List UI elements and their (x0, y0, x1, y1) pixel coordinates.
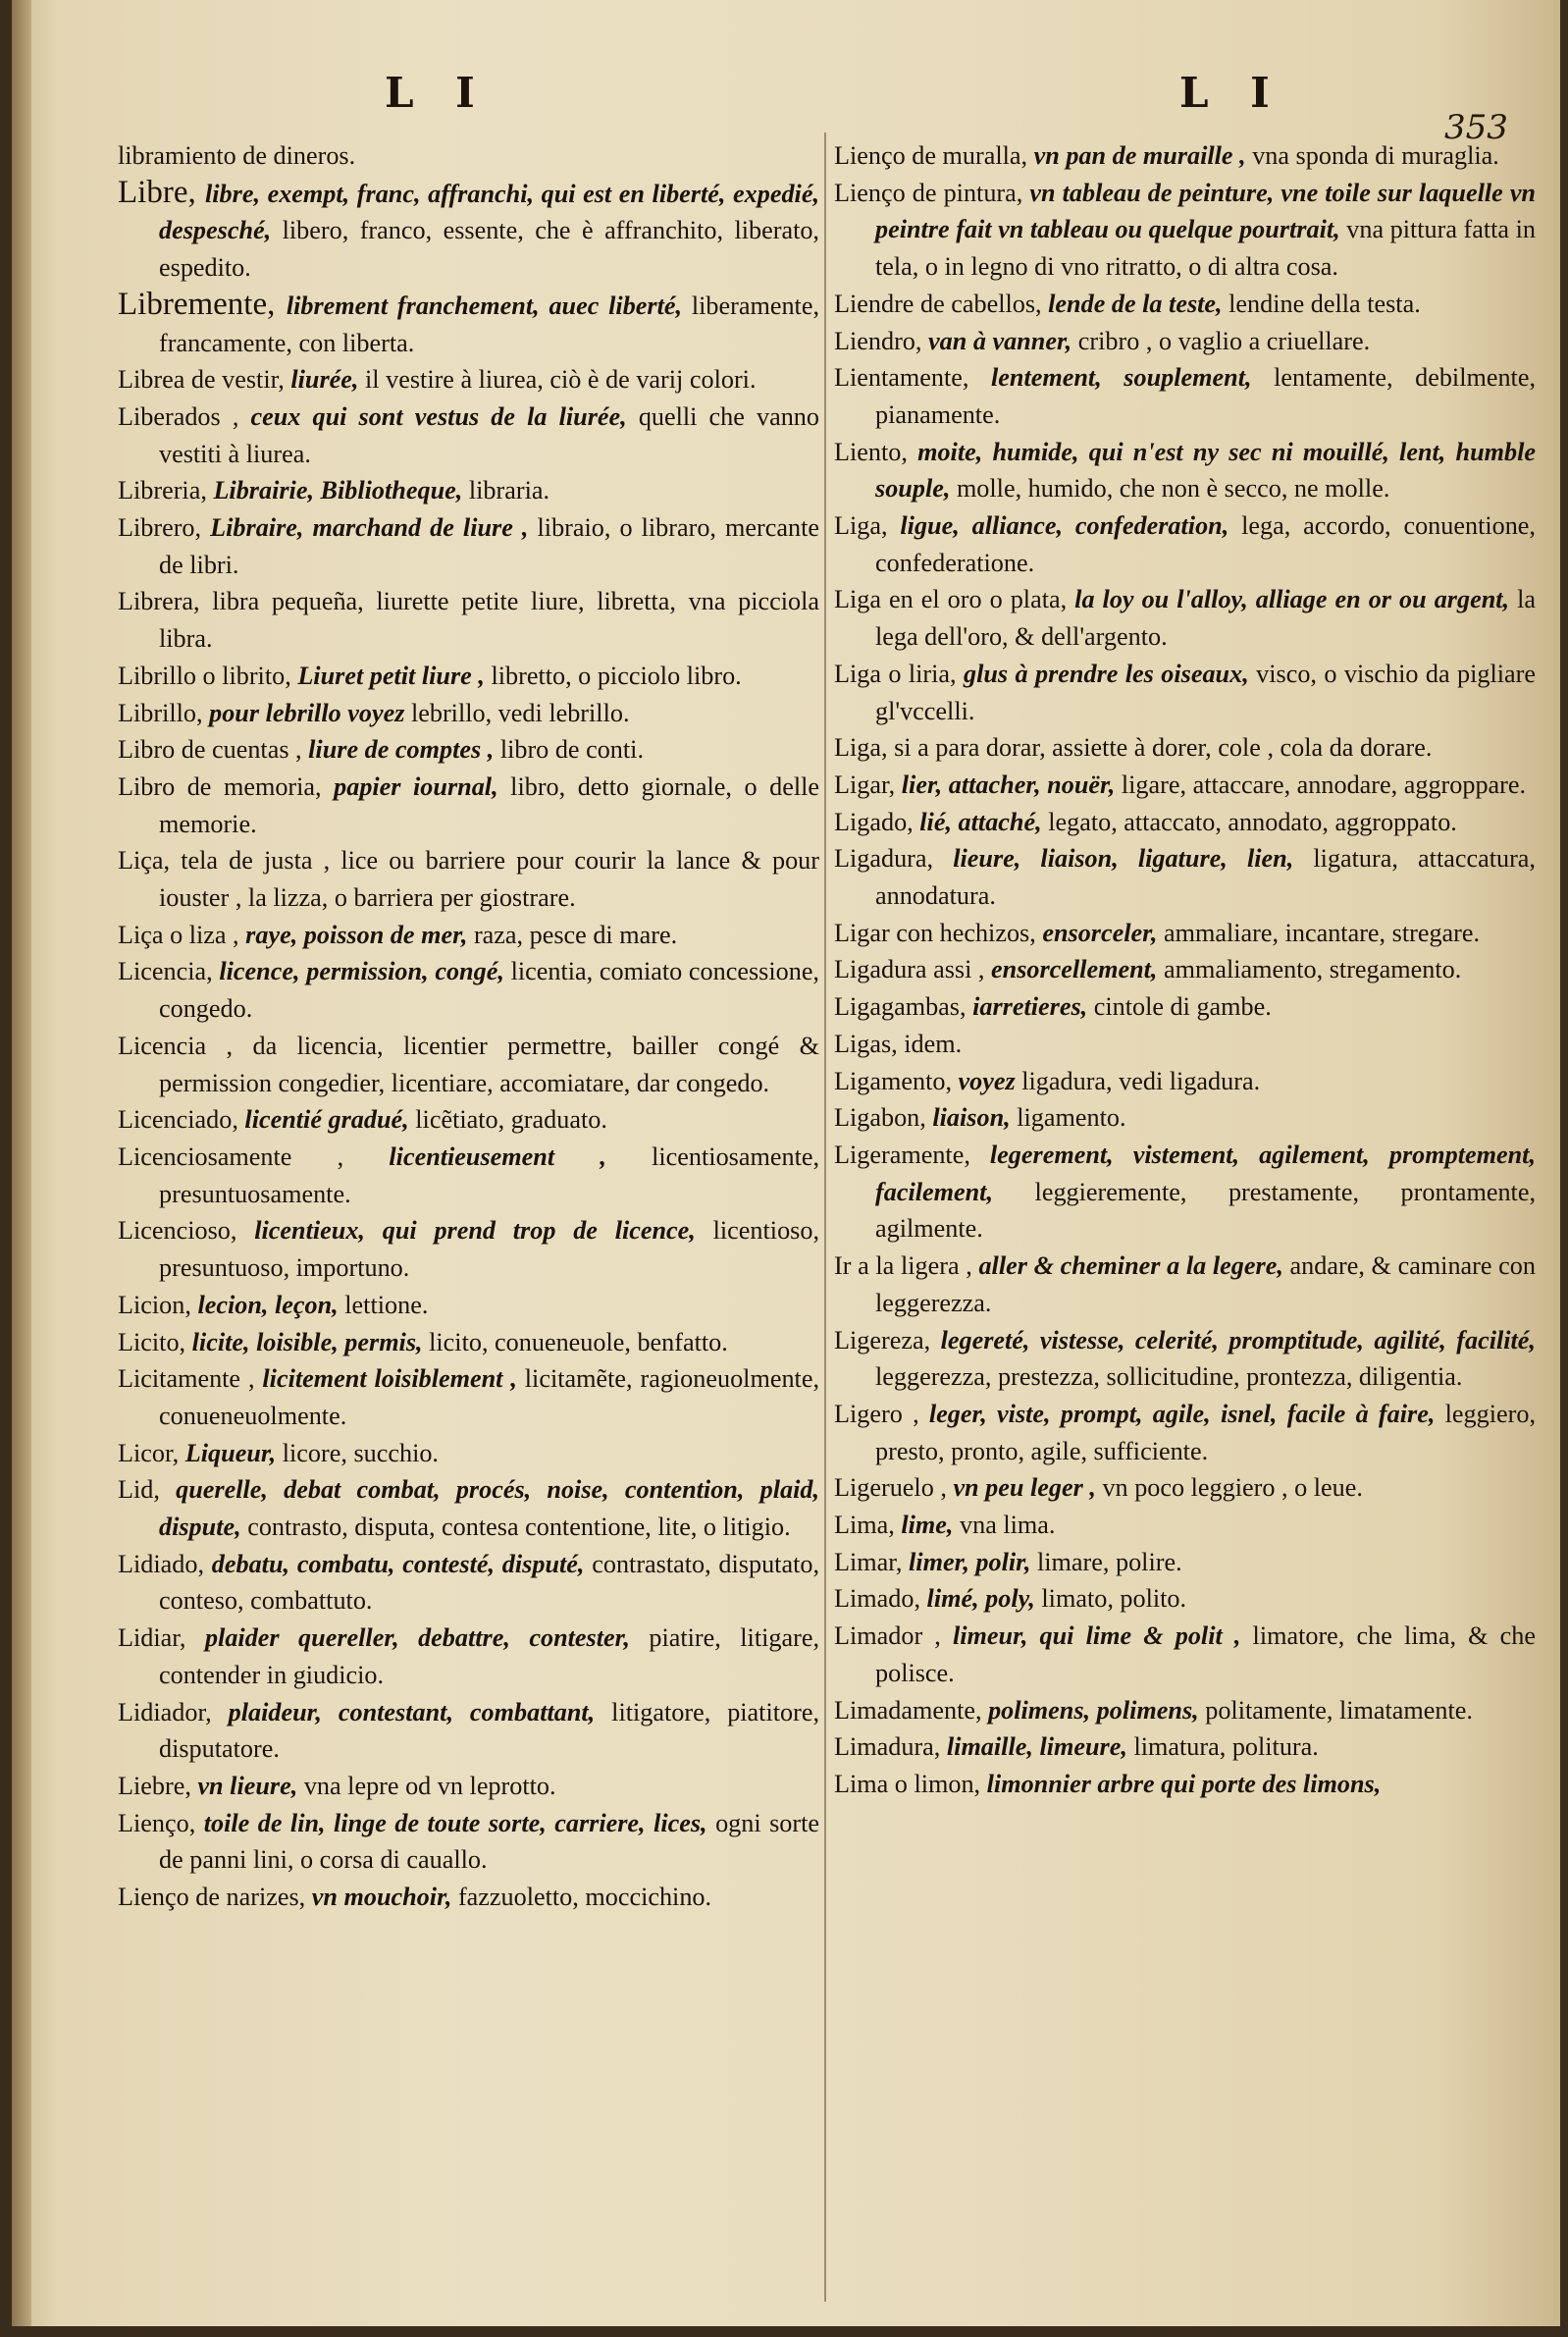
dictionary-entry (118, 287, 819, 361)
dictionary-entry (834, 1469, 1536, 1507)
headword: Librera, (118, 587, 213, 616)
italian-gloss: da licencia, licentier permettre, bailler congé & permission congedier, licentiare, accomiatare, dar congedo. (159, 1031, 819, 1097)
dictionary-entry (118, 509, 819, 583)
headword: Lienço de narizes, (118, 1883, 312, 1912)
dictionary-entry (834, 323, 1536, 360)
italian-gloss: ogni sorte de panni lini, o corsa di cauallo. (159, 1808, 820, 1875)
dictionary-entry (834, 915, 1536, 952)
french-gloss: lende de la teste, (1048, 289, 1229, 318)
french-gloss: liure de comptes , (308, 735, 500, 765)
dictionary-entry (118, 842, 819, 916)
french-gloss: iarretieres, (972, 992, 1094, 1022)
dictionary-entry (834, 1507, 1536, 1544)
french-gloss: querelle, debat combat, procés, noise, contention, plaid, dispute, (159, 1475, 819, 1542)
italian-gloss: licentia, comiato concessione, congedo. (159, 957, 819, 1024)
italian-gloss: tela de justa , lice ou barriere pour courir la lance & pour iouster , la lizza, o barriera per giostrare. (159, 846, 819, 913)
french-gloss: voyez (958, 1066, 1022, 1095)
italian-gloss: vn poco leggiero , o leue. (1102, 1473, 1363, 1503)
french-gloss: vn peu leger , (953, 1473, 1103, 1503)
headword: Ligeramente, (834, 1140, 990, 1169)
dictionary-entry (834, 1580, 1536, 1618)
italian-gloss: vna lepre od vn leprotto. (303, 1771, 556, 1800)
headword: Licencia, (118, 957, 220, 986)
left-column (118, 137, 819, 1916)
headword: Lientamente, (834, 363, 991, 393)
italian-gloss: libraria. (468, 476, 550, 505)
headword: Lienço, (118, 1808, 204, 1837)
headword: Licenciado, (118, 1105, 245, 1135)
dictionary-entry (834, 1396, 1536, 1469)
french-gloss: ensorceler, (1042, 918, 1164, 947)
dictionary-entry (834, 840, 1536, 914)
headword: Liga o liria, (834, 659, 964, 688)
french-gloss: toile de lin, linge de toute sorte, carriere, lices, (203, 1808, 716, 1837)
headword: Ligas, (834, 1029, 905, 1058)
dictionary-entry (834, 1692, 1536, 1729)
italian-gloss: libero, franco, essente, che è affranchito, liberato, espedito. (159, 216, 819, 283)
headword: Licion, (118, 1290, 198, 1319)
headword: Licenciosamente , (118, 1142, 390, 1171)
italian-gloss: lebrillo, vedi lebrillo. (410, 698, 630, 727)
headword: Limadura, (834, 1732, 947, 1762)
headword: Ligado, (834, 807, 920, 836)
italian-gloss: il vestire à liurea, ciò è de varij colori. (365, 365, 757, 395)
headword: Limar, (834, 1547, 910, 1576)
dictionary-entry (118, 1324, 819, 1361)
headword: Liça, (118, 846, 182, 876)
headword: Licito, (118, 1327, 192, 1356)
french-gloss: plaider quereller, debattre, contester, (204, 1623, 650, 1653)
french-gloss: limonnier arbre qui porte des limons, (986, 1769, 1382, 1798)
headword: Ligero , (834, 1399, 929, 1428)
headword: Ligagambas, (834, 992, 973, 1022)
dictionary-page (12, 0, 1560, 2326)
italian-gloss: limare, polire. (1037, 1547, 1182, 1576)
french-gloss: licentieux, qui prend trop de licence, (254, 1216, 713, 1246)
dictionary-entry (834, 175, 1536, 286)
headword: Liga, (834, 733, 895, 763)
french-gloss: licitement loisiblement , (262, 1364, 525, 1394)
italian-gloss: lentamente, debilmente, pianamente. (875, 363, 1536, 429)
dictionary-entry (834, 988, 1536, 1026)
italian-gloss: cribro , o vaglio a criuellare. (1077, 326, 1371, 355)
dictionary-entry (834, 656, 1536, 729)
italian-gloss: ligadura, vedi ligadura. (1021, 1066, 1261, 1095)
french-gloss: licite, loisible, permis, (191, 1327, 430, 1356)
headword: Ligamento, (834, 1066, 959, 1095)
french-gloss: legereté, vistesse, celerité, promptitude, agilité, facilité, (940, 1325, 1536, 1354)
french-gloss: lier, attacher, nouër, (901, 770, 1122, 799)
headword: Liga en el oro o plata, (834, 585, 1075, 614)
dictionary-entry (834, 1137, 1536, 1248)
headword: Lima, (834, 1511, 902, 1540)
italian-gloss: visco, o vischio da pigliare gl'vccelli. (875, 659, 1537, 725)
italian-gloss: fazzuoletto, moccichino. (457, 1883, 712, 1912)
right-column (834, 137, 1536, 1803)
french-gloss: moite, humide, qui n'est ny sec ni mouillé, lent, humble souple, (875, 437, 1537, 504)
french-gloss: legerement, vistement, agilement, promptement, facilement, (875, 1140, 1536, 1206)
french-gloss: glus à prendre les oiseaux, (964, 659, 1257, 688)
french-gloss: licence, permission, congé, (219, 957, 511, 986)
italian-gloss: leggieremente, prestamente, prontamente, agilmente. (875, 1177, 1536, 1244)
french-gloss: ensorcellement, (991, 955, 1165, 984)
french-gloss: Liqueur, (184, 1438, 283, 1467)
dictionary-entry (834, 581, 1536, 655)
italian-gloss: vna pittura fatta in tela, o in legno di vno ritratto, o di altra cosa. (875, 215, 1536, 282)
french-gloss: lieure, liaison, ligature, lien, (953, 844, 1314, 874)
headword: Lienço de muralla, (834, 141, 1034, 170)
french-gloss: vn mouchoir, (311, 1883, 458, 1912)
french-gloss: limer, polir, (909, 1547, 1037, 1576)
headword: Lienço de pintura, (834, 178, 1030, 207)
italian-gloss: raza, pesce di mare. (473, 920, 678, 949)
italian-gloss: licore, succhio. (282, 1438, 439, 1467)
italian-gloss: litigatore, piatitore, disputatore. (159, 1697, 819, 1764)
headword: Liça o liza , (118, 920, 246, 949)
dictionary-entry (118, 658, 819, 695)
italian-gloss: lendine della testa. (1228, 289, 1421, 318)
french-gloss: plaideur, contestant, combattant, (228, 1697, 612, 1726)
italian-gloss: libraio, o libraro, mercante de libri. (159, 513, 819, 579)
italian-gloss: lettione. (344, 1290, 429, 1319)
headword: Ir a la ligera , (834, 1251, 979, 1281)
dictionary-entry (834, 507, 1536, 581)
dictionary-entry (118, 1139, 819, 1212)
headword: Liento, (834, 437, 918, 466)
french-gloss: limaille, limeure, (946, 1732, 1134, 1762)
french-gloss: Liuret petit liure , (297, 661, 492, 690)
dictionary-entry (118, 1546, 819, 1620)
italian-gloss: ligamento. (1017, 1103, 1126, 1133)
french-gloss: vn pan de muraille , (1033, 141, 1253, 170)
italian-gloss: libro, detto giornale, o delle memorie. (159, 771, 819, 838)
dictionary-entry (118, 731, 819, 769)
headword: Licencioso, (118, 1216, 255, 1246)
italian-gloss: vna lima. (960, 1511, 1056, 1540)
italian-gloss: licẽtiato, graduato. (415, 1105, 607, 1135)
headword: Ligadura assi , (834, 955, 991, 984)
italian-gloss: leggerezza, prestezza, sollicitudine, prontezza, diligentia. (875, 1362, 1463, 1392)
headword: Liebre, (118, 1771, 198, 1800)
headword: Ligadura, (834, 844, 954, 874)
italian-gloss: libro de conti. (499, 735, 644, 765)
page-number: 353 (1444, 108, 1508, 147)
italian-gloss: vna sponda di muraglia. (1252, 141, 1499, 170)
headword: Libre, (118, 174, 205, 210)
dictionary-entry (118, 1101, 819, 1139)
italian-gloss: andare, & caminare con leggerezza. (875, 1251, 1536, 1317)
dictionary-entry (834, 1099, 1536, 1137)
italian-gloss: leggiero, presto, pronto, agile, sufficiente. (875, 1399, 1537, 1465)
dictionary-entry (834, 1544, 1536, 1581)
italian-gloss: liberamente, francamente, con liberta. (159, 291, 819, 357)
french-gloss: leger, viste, prompt, agile, isnel, facile à faire, (928, 1399, 1445, 1428)
dictionary-entry (834, 434, 1536, 507)
headword: Limado, (834, 1584, 927, 1614)
italian-gloss: limatore, che lima, & che polisce. (875, 1621, 1536, 1687)
italian-gloss: libramiento de dineros. (118, 141, 356, 170)
headword: Lid, (118, 1475, 177, 1505)
italian-gloss: ligatura, attaccatura, annodatura. (875, 844, 1536, 911)
italian-gloss: politamente, limatamente. (1205, 1695, 1473, 1725)
french-gloss: vn tableau de peinture, vne toile sur laquelle vn peintre fait vn tableau ou quelque pourtrait, (875, 178, 1537, 244)
dictionary-entry (118, 398, 819, 472)
headword: Liga, (834, 511, 901, 541)
french-gloss: lié, attaché, (919, 807, 1049, 836)
dictionary-entry (118, 472, 819, 509)
italian-gloss: quelli che vanno vestiti à liurea. (159, 401, 819, 468)
dictionary-entry (118, 1768, 819, 1805)
french-gloss: aller & cheminer a la legere, (978, 1251, 1290, 1281)
italian-gloss: licitamẽte, ragioneuolmente, conueneuolmente. (159, 1364, 819, 1430)
headword: Librillo, (118, 698, 210, 727)
dictionary-entry (118, 1471, 819, 1545)
headword: Limador , (834, 1621, 953, 1651)
headword: Licor, (118, 1438, 185, 1467)
dictionary-entry (118, 1879, 819, 1916)
headword: Librea de vestir, (118, 365, 291, 395)
italian-gloss: idem. (904, 1029, 963, 1058)
dictionary-entry (834, 951, 1536, 988)
headword: Licitamente , (118, 1364, 263, 1394)
headword: Lidiar, (118, 1623, 205, 1653)
french-gloss: papier iournal, (334, 771, 511, 801)
dictionary-entry (118, 583, 819, 657)
dictionary-entry (834, 767, 1536, 804)
dictionary-entry (834, 1026, 1536, 1063)
running-head-right: L I (1179, 69, 1283, 117)
french-gloss: Librairie, Bibliotheque, (213, 476, 469, 505)
french-gloss: la loy ou l'alloy, alliage en or ou argent, (1074, 585, 1518, 614)
dictionary-entry (834, 137, 1536, 175)
dictionary-entry (118, 1360, 819, 1434)
italian-gloss: libretto, o picciolo libro. (491, 661, 742, 690)
headword: Ligabon, (834, 1103, 933, 1133)
binding-edge (12, 0, 31, 2326)
dictionary-entry (834, 1322, 1536, 1396)
headword: Libremente, (118, 286, 287, 322)
italian-gloss: contrastato, disputato, conteso, combattuto. (159, 1549, 819, 1616)
french-gloss: van à vanner, (928, 326, 1078, 355)
italian-gloss: la lega dell'oro, & dell'argento. (875, 585, 1537, 652)
french-gloss: licentieusement , (389, 1142, 653, 1171)
headword: Libreria, (118, 476, 214, 505)
headword: Liendre de cabellos, (834, 289, 1049, 318)
italian-gloss: licentioso, presuntuoso, importuno. (159, 1216, 819, 1283)
italian-gloss: molle, humido, che non è secco, ne molle. (956, 474, 1390, 504)
italian-gloss: lega, accordo, conuentione, confederatione. (875, 511, 1536, 577)
italian-gloss: limato, polito. (1041, 1584, 1187, 1614)
italian-gloss: contrasto, disputa, contesa contentione, lite, o litigio. (247, 1513, 791, 1542)
column-rule (824, 133, 826, 2302)
french-gloss: limeur, qui lime & polit , (952, 1621, 1253, 1651)
dictionary-entry (118, 137, 819, 175)
italian-gloss: limatura, politura. (1133, 1732, 1319, 1762)
headword: Lidiado, (118, 1549, 212, 1578)
dictionary-entry (118, 953, 819, 1027)
headword: Libro de memoria, (118, 771, 335, 801)
french-gloss: pour lebrillo voyez (209, 698, 411, 727)
dictionary-entry (118, 917, 819, 954)
italian-gloss: ligare, attaccare, annodare, aggroppare. (1121, 770, 1527, 799)
dictionary-entry (834, 729, 1536, 767)
dictionary-entry (834, 1248, 1536, 1321)
french-gloss: ceux qui sont vestus de la liurée, (250, 401, 639, 431)
french-gloss: liaison, (932, 1103, 1018, 1133)
french-gloss: raye, poisson de mer, (245, 920, 474, 949)
headword: Limadamente, (834, 1695, 989, 1725)
headword: Librero, (118, 513, 211, 543)
italian-gloss: si a para dorar, assiette à dorer, cole , cola da dorare. (894, 733, 1433, 763)
french-gloss: limé, poly, (926, 1584, 1042, 1614)
italian-gloss: ammaliamento, stregamento. (1164, 955, 1462, 984)
dictionary-entry (118, 175, 819, 287)
italian-gloss: legato, attaccato, annodato, aggroppato. (1048, 807, 1457, 836)
dictionary-entry (118, 361, 819, 398)
dictionary-entry (118, 769, 819, 842)
headword: Libro de cuentas , (118, 735, 309, 765)
headword: Liendro, (834, 326, 928, 355)
french-gloss: lecion, leçon, (197, 1290, 345, 1319)
french-gloss: liurée, (290, 365, 366, 395)
dictionary-entry (834, 1063, 1536, 1100)
dictionary-entry (118, 1287, 819, 1324)
dictionary-entry (834, 804, 1536, 841)
headword: Ligeruelo , (834, 1473, 954, 1503)
italian-gloss: cintole di gambe. (1093, 992, 1272, 1022)
headword: Ligereza, (834, 1325, 941, 1354)
french-gloss: librement franchement, auec liberté, (286, 291, 692, 320)
dictionary-entry (834, 286, 1536, 323)
dictionary-entry (118, 1805, 819, 1879)
headword: Ligar, (834, 770, 902, 799)
headword: Lidiador, (118, 1697, 229, 1726)
dictionary-entry (118, 1028, 819, 1101)
french-gloss: libre, exempt, franc, affranchi, qui est en liberté, expedié, despesché, (159, 179, 819, 245)
headword: Liberados , (118, 401, 251, 431)
italian-gloss: piatire, litigare, contender in giudicio. (159, 1623, 819, 1689)
dictionary-entry (834, 359, 1536, 433)
french-gloss: ligue, alliance, confederation, (900, 511, 1242, 541)
french-gloss: debatu, combatu, contesté, disputé, (211, 1549, 593, 1578)
dictionary-entry (118, 695, 819, 732)
dictionary-entry (118, 1620, 819, 1693)
french-gloss: Libraire, marchand de liure , (210, 513, 538, 543)
running-head-left: L I (385, 69, 489, 117)
dictionary-entry (118, 1694, 819, 1768)
dictionary-entry (118, 1435, 819, 1472)
french-gloss: polimens, polimens, (988, 1695, 1206, 1725)
dictionary-entry (118, 1212, 819, 1286)
headword: Licencia , (118, 1031, 253, 1060)
italian-gloss: libra pequeña, liurette petite liure, librettа, vna picciola libra. (159, 587, 819, 654)
headword: Lima o limon, (834, 1769, 987, 1798)
headword: Ligar con hechizos, (834, 918, 1043, 947)
dictionary-entry (834, 1766, 1536, 1803)
italian-gloss: licentiosamente, presuntuosamente. (159, 1142, 820, 1208)
dictionary-entry (834, 1618, 1536, 1691)
headword: Librillo o librito, (118, 661, 298, 690)
french-gloss: licentié gradué, (244, 1105, 416, 1135)
french-gloss: vn lieure, (197, 1771, 304, 1800)
dictionary-entry (834, 1728, 1536, 1766)
italian-gloss: ammaliare, incantare, stregare. (1163, 918, 1481, 947)
french-gloss: lime, (901, 1511, 960, 1540)
italian-gloss: licito, conueneuole, benfatto. (429, 1327, 728, 1356)
french-gloss: lentement, souplement, (991, 363, 1275, 393)
